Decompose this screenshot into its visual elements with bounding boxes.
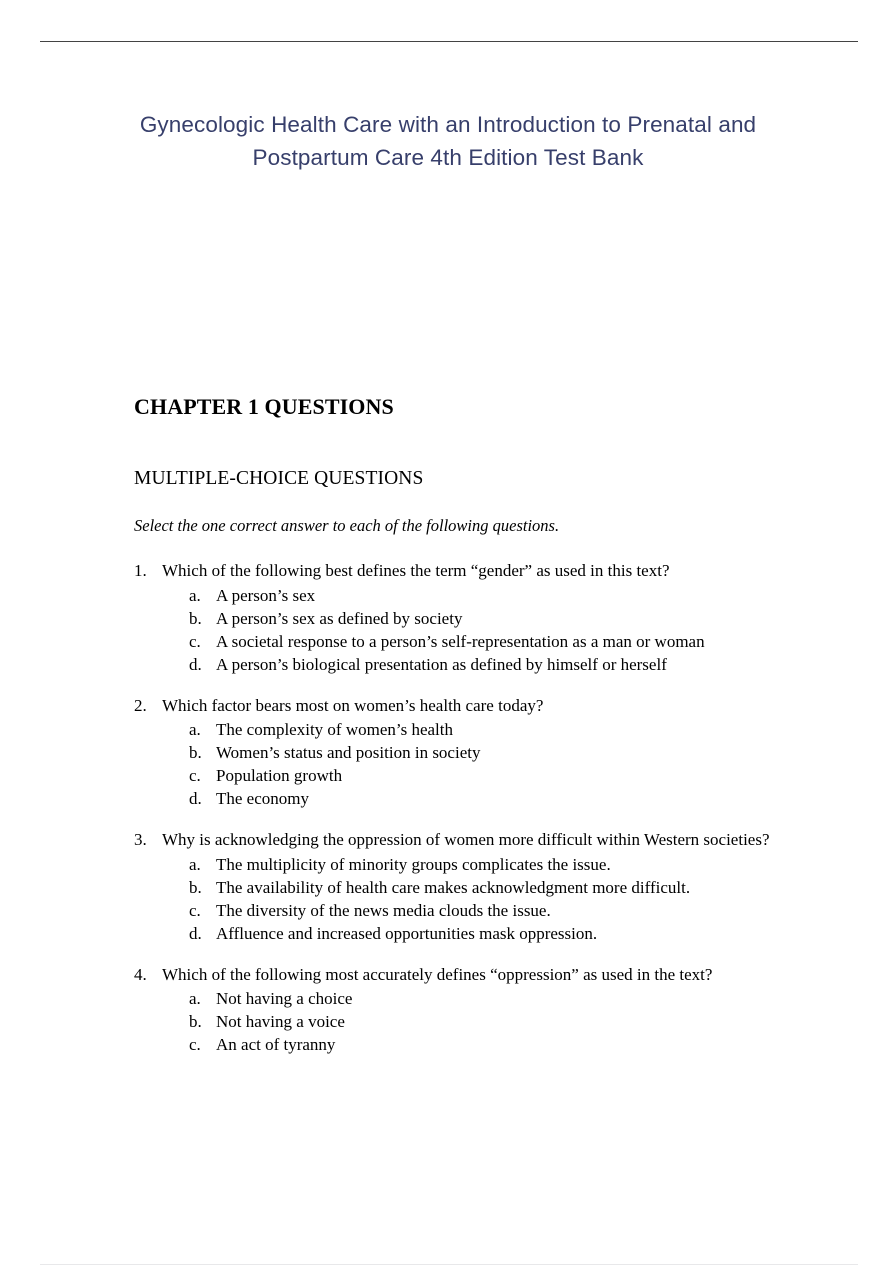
document-title-line-1: Gynecologic Health Care with an Introduction to Prenatal and (139, 112, 757, 137)
option-row[interactable] (134, 1010, 834, 1033)
question-text: Which factor bears most on women’s health care today? (162, 695, 544, 715)
option-row[interactable] (134, 584, 834, 607)
option-text: A person’s sex (216, 585, 316, 605)
option-row[interactable] (134, 741, 834, 764)
option-row[interactable] (134, 787, 834, 810)
header-divider (40, 41, 858, 42)
question-text-row (134, 963, 774, 987)
footer-divider (40, 1264, 858, 1265)
question-block (134, 694, 834, 811)
instruction-text: Select the one correct answer to each of the following questions. (134, 516, 560, 535)
option-letter: c. (189, 1035, 201, 1054)
option-text: Not having a choice (216, 989, 353, 1008)
question-list (134, 559, 834, 1074)
option-row[interactable] (134, 922, 834, 945)
document-title (128, 108, 768, 174)
option-row[interactable] (134, 1033, 834, 1056)
section-heading: MULTIPLE-CHOICE QUESTIONS (134, 468, 424, 489)
question-block (134, 963, 834, 1057)
option-letter: d. (189, 923, 202, 943)
option-letter: b. (189, 608, 202, 628)
document-title-line-2: Postpartum Care 4th Edition Test Bank (252, 145, 644, 170)
option-text: A societal response to a person’s self-representation as a man or woman (216, 631, 705, 651)
question-block (134, 828, 834, 945)
option-row[interactable] (134, 653, 834, 676)
option-list (134, 718, 834, 810)
question-number: 3. (134, 830, 147, 849)
option-text: Women’s status and position in society (216, 743, 481, 762)
option-row[interactable] (134, 764, 834, 787)
question-text: Why is acknowledging the oppression of women more difficult within Western societies? (162, 830, 770, 849)
option-row[interactable] (134, 607, 834, 630)
option-letter: c. (189, 766, 201, 785)
option-text: The multiplicity of minority groups complicates the issue. (216, 854, 611, 874)
question-block (134, 559, 834, 676)
chapter-heading: CHAPTER 1 QUESTIONS (134, 394, 394, 419)
option-text: Affluence and increased opportunities mask oppression. (216, 923, 598, 943)
option-row[interactable] (134, 899, 834, 922)
option-list (134, 584, 834, 676)
option-list (134, 853, 834, 945)
option-row[interactable] (134, 987, 834, 1010)
option-row[interactable] (134, 718, 834, 741)
option-letter: b. (189, 743, 202, 762)
question-text-row (134, 559, 774, 583)
question-text-row (134, 828, 774, 852)
question-number: 4. (134, 964, 147, 984)
option-text: The complexity of women’s health (216, 720, 453, 739)
question-text-row (134, 694, 774, 718)
option-list (134, 987, 834, 1056)
option-text: An act of tyranny (216, 1035, 336, 1054)
option-letter: c. (189, 900, 201, 920)
question-number: 1. (134, 561, 147, 580)
option-letter: d. (189, 789, 202, 808)
question-text: Which of the following most accurately defines “oppression” as used in the text? (162, 964, 713, 984)
question-number: 2. (134, 695, 147, 715)
option-text: The availability of health care makes acknowledgment more difficult. (216, 877, 691, 897)
option-letter: a. (189, 989, 201, 1008)
question-text: Which of the following best defines the term “gender” as used in this text? (162, 561, 670, 580)
option-letter: b. (189, 877, 202, 897)
option-letter: a. (189, 585, 201, 605)
option-row[interactable] (134, 853, 834, 876)
option-text: A person’s sex as defined by society (216, 608, 463, 628)
option-letter: a. (189, 720, 201, 739)
option-text: The diversity of the news media clouds the issue. (216, 900, 551, 920)
option-text: Not having a voice (216, 1012, 345, 1031)
option-row[interactable] (134, 876, 834, 899)
option-text: The economy (216, 789, 309, 808)
option-letter: b. (189, 1012, 202, 1031)
option-row[interactable] (134, 630, 834, 653)
option-letter: a. (189, 854, 201, 874)
option-letter: c. (189, 631, 201, 651)
option-text: A person’s biological presentation as defined by himself or herself (216, 654, 667, 674)
option-letter: d. (189, 654, 202, 674)
option-text: Population growth (216, 766, 343, 785)
